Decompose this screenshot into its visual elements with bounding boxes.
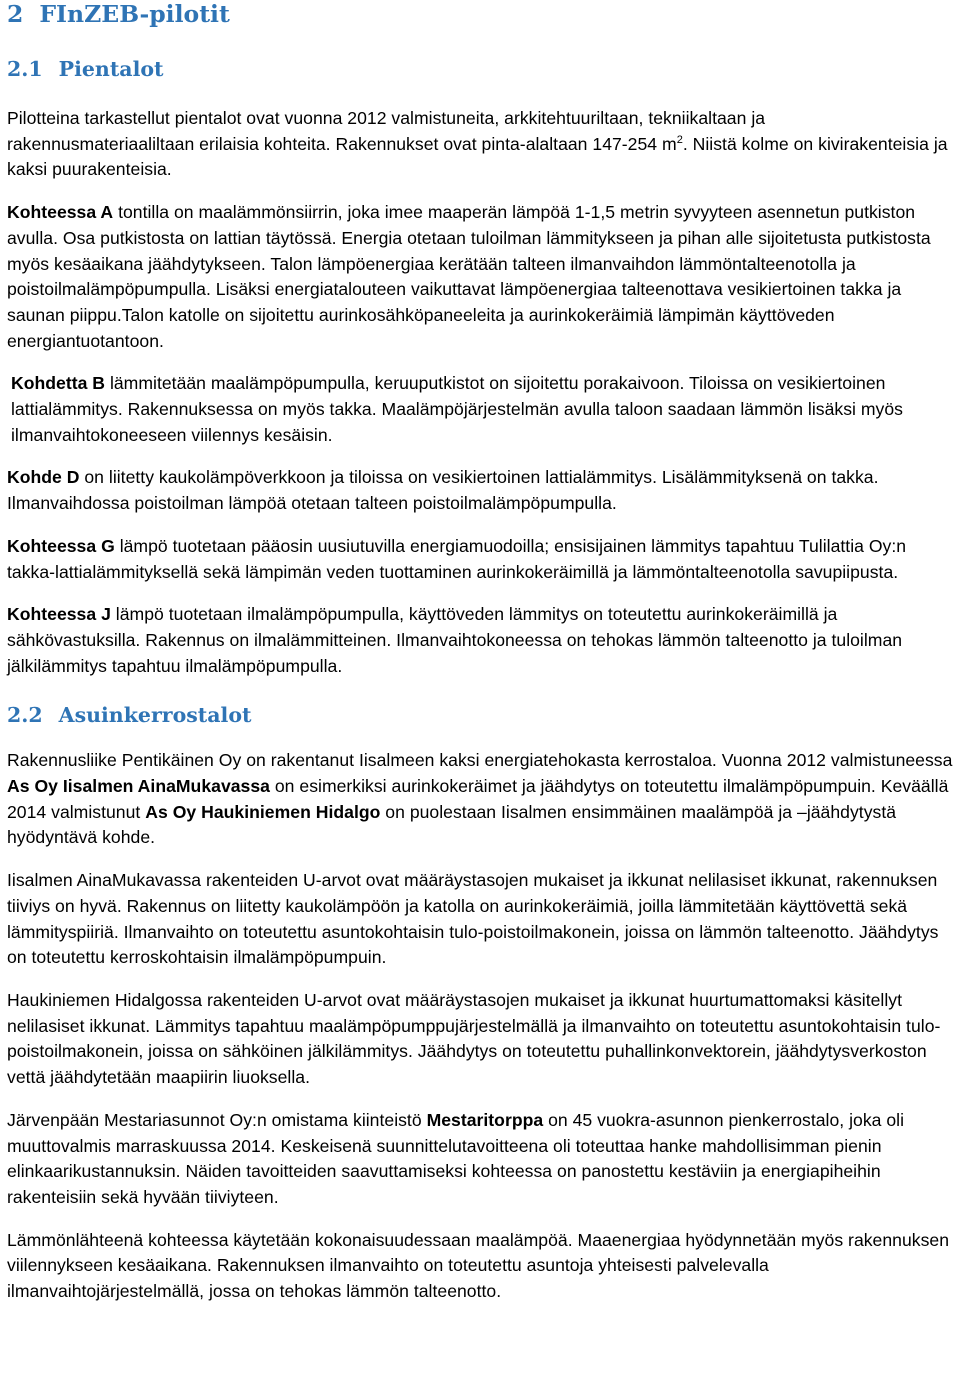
text-run: lämpö tuotetaan pääosin uusiutuvilla energiamuodoilla; ensisijainen lämmitys tapahtuu Tulilattia Oy:n takka-lattialämmityksellä sekä lämpimän veden tuottaminen aurinkokeräimillä ja lämmöntalteenotolla savupiipusta. [7,535,907,582]
paragraph-kohde-b [7,371,953,448]
text-run: on 45 vuokra-asunnon pienkerrostalo, joka oli muuttovalmis marraskuussa 2014. Keskeisenä suunnittelutavoitteena oli toteuttaa hanke mahdollisimman pienin elinkaarikustannuksin. Näiden tavoitteiden saavuttamiseksi kohteessa on panostettu kestäviin ja energiapiheihin rakenteisiin sekä hyvään tiiviyteen. [7,1109,905,1207]
heading-number: 2.1 [7,57,43,81]
property-name: As Oy Haukiniemen Hidalgo [145,801,381,822]
heading-title: Pientalot [58,57,164,81]
paragraph-pientalot-intro [7,106,953,183]
paragraph-pentikainen [7,748,953,851]
heading-finzeb-pilotit [7,0,953,32]
paragraph-kohde-g [7,534,953,585]
text-run: Järvenpään Mestariasunnot Oy:n omistama kiinteistö [7,1109,427,1130]
site-label: Kohteessa G [7,535,115,556]
text-run: . Niistä kolme on kivirakenteisia ja kaksi puurakenteisia. [7,133,948,180]
heading-title: Asuinkerrostalot [58,703,252,728]
text-run: on esimerkiksi aurinkokeräimet ja jäähdytys on toteutettu ilmalämpöpumpuin. Keväällä 2014 valmistunut [7,776,949,822]
text-run: lämmitetään maalämpöpumpulla, keruuputkistot on sijoitettu porakaivoon. Tiloissa on vesikiertoinen lattialämmitys. Rakennuksessa on myös takka. Maalämpöjärjestelmän avulla taloon saadaan lämmön lisäksi myös ilmanvaihtokoneeseen viilennys kesäisin. [11,373,903,445]
heading-number: 2.2 [7,703,43,728]
paragraph-kohde-a [7,200,953,354]
text-run: lämpö tuotetaan ilmalämpöpumpulla, käyttöveden lämmitys on toteutettu aurinkokeräimillä ja sähkövastuksilla. Rakennus on ilmalämmitteinen. Ilmanvaihtokoneessa on tehokas lämmön talteenotto ja tuloilman jälkilämmitys tapahtuu ilmalämpöpumpulla. [7,604,903,676]
paragraph-hidalgo: Haukiniemen Hidalgossa rakenteiden U-arvot ovat määräystasojen mukaiset ja ikkunat huurtumattomaksi käsitellyt nelilasiset ikkunat. Lämmitys tapahtuu maalämpöpumppujärjestelmällä ja ilmanvaihto on toteutettu asuntokohtaisin tulo-poistoilmakonein, joissa on sähköinen jälkilämmitys. Jäähdytys on toteutettu puhallinkonvektorein, jäähdytysverkoston vettä jäähdytetään maapiirin liuoksella. [7,989,941,1088]
text-run: on liitetty kaukolämpöverkkoon ja tiloissa on vesikiertoinen lattialämmitys. Lisälämmityksenä on takka. Ilmanvaihdossa poistoilman lämpöä otetaan talteen poistoilmalämpöpumpulla. [7,467,879,514]
paragraph-kohde-d [7,465,953,516]
property-name: As Oy Iisalmen AinaMukavassa [7,776,270,797]
paragraph-lammonlahde: Lämmönlähteenä kohteessa käytetään kokonaisuudessaan maalämpöä. Maaenergiaa hyödynnetään myös rakennuksen viilennykseen kesäaikana. Rakennuksen ilmanvaihto on toteutettu asuntoja yhteisesti palvelevalla ilmanvaihtojärjestelmällä, jossa on tehokas lämmön talteenotto. [7,1229,950,1302]
text-run: on puolestaan Iisalmen ensimmäinen maalämpöä ja –jäähdytystä hyödyntävä kohde. [7,801,897,848]
site-label: Kohdetta B [11,373,106,394]
heading-asuinkerrostalot [7,702,953,746]
paragraph-kohde-j [7,602,953,679]
site-label: Kohteessa J [7,604,111,625]
heading-number: 2 [7,0,24,28]
text-run: Rakennusliike Pentikäinen Oy on rakentanut Iisalmeen kaksi energiatehokasta kerrostaloa. Vuonna 2012 valmistuneessa [7,750,953,771]
paragraph-mestaritorppa [7,1108,953,1211]
site-label: Kohde D [7,467,80,488]
site-label: Kohteessa A [7,202,114,223]
paragraph-ainamukava: Iisalmen AinaMukavassa rakenteiden U-arvot ovat määräystasojen mukaiset ja ikkunat nelilasiset ikkunat, rakennuksen tiiviys on hyvä. Rakennus on liitetty kaukolämpöön ja katolla on aurinkokeräimiä, joilla lämmitetään käyttövettä sekä lämmityspiiriä. Ilmanvaihto on toteutettu asuntokohtaisin tulo-poistoilmakonein, joissa on lämmön talteenotto. Jäähdytys on toteutettu kerroskohtaisin ilmalämpöpumpuin. [7,870,939,968]
text-run: Pilotteina tarkastellut pientalot ovat vuonna 2012 valmistuneita, arkkitehtuuriltaan, tekniikaltaan ja rakennusmateriaaliltaan erilaisia kohteita. Rakennukset ovat pinta-alaltaan 147-254 m [7,108,766,154]
heading-pientalot [7,56,953,106]
superscript: 2 [676,133,683,146]
heading-title: FInZEB-pilotit [39,0,230,28]
text-run: tontilla on maalämmönsiirrin, joka imee maaperän lämpöä 1-1,5 metrin syvyyteen asennetun putkiston avulla. Osa putkistosta on lattian täytössä. Energia otetaan tuloilman lämmitykseen ja pihan alle sijoitetusta putkistosta myös kesäaikana jäähdytykseen. Talon lämpöenergiaa kerätään talteen ilmanvaihdon lämmöntalteenotolla ja poistoilmalämpöpumpulla. Lisäksi energiatalouteen vaikuttavat lämpöenergiaa talteenottava vesikiertoinen takka ja saunan piippu.Talon katolle on sijoitettu aurinkosähköpaneeleita ja aurinkokeräimiä lämpimän käyttöveden energiantuotantoon. [7,202,931,351]
property-name: Mestaritorppa [426,1109,544,1130]
